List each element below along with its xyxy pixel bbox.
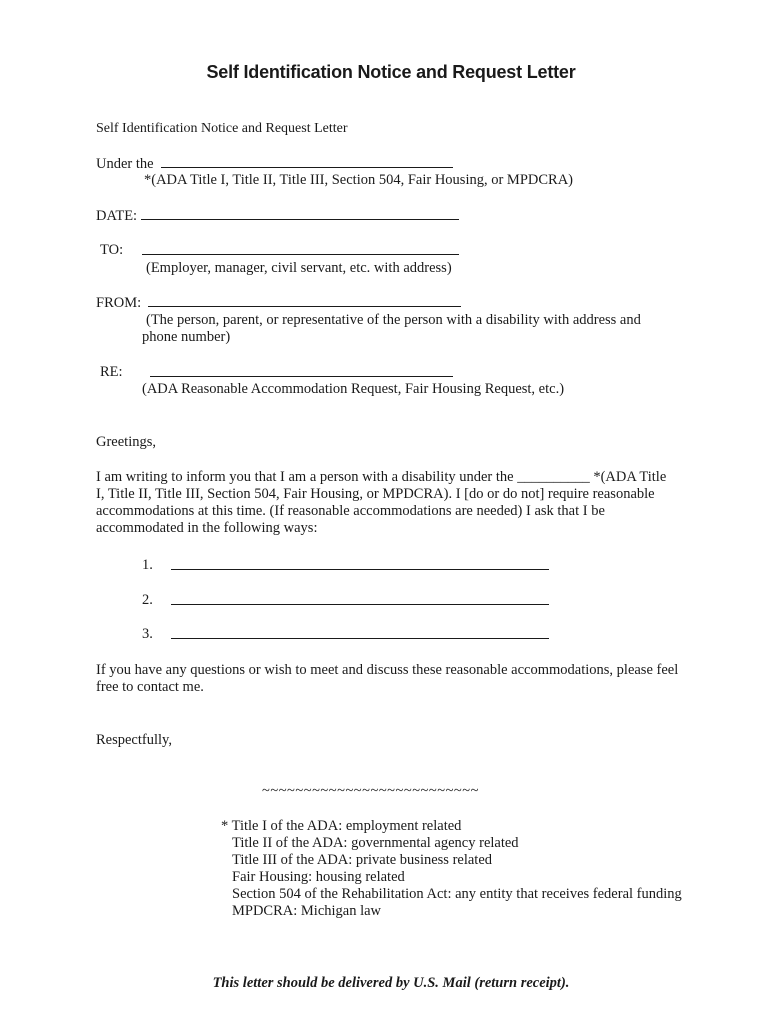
- date-label: DATE:: [96, 208, 138, 224]
- from-label: FROM:: [96, 295, 142, 311]
- body-line-4: accommodated in the following ways:: [96, 520, 318, 536]
- re-blank[interactable]: [150, 364, 453, 377]
- body-line-2: I, Title II, Title III, Section 504, Fair Housing, or MPDCRA). I [do or do not] require reasonable: [96, 486, 655, 502]
- closing-line-2: free to contact me.: [96, 679, 204, 695]
- date-blank[interactable]: [141, 207, 459, 220]
- to-label: TO:: [100, 242, 124, 258]
- list-item-3-number: 3.: [142, 626, 153, 642]
- to-blank[interactable]: [142, 242, 459, 255]
- under-the-row: [96, 155, 453, 173]
- footnote-title-ii: Title II of the ADA: governmental agency related: [232, 835, 519, 851]
- to-row: [142, 242, 459, 260]
- list-item-2-number: 2.: [142, 592, 153, 608]
- greeting: Greetings,: [96, 434, 156, 450]
- list-item-1-number: 1.: [142, 557, 153, 573]
- from-blank[interactable]: [148, 294, 461, 307]
- to-note: (Employer, manager, civil servant, etc. with address): [146, 260, 452, 276]
- letter-subtitle: Self Identification Notice and Request Letter: [96, 121, 348, 136]
- re-label: RE:: [100, 364, 123, 380]
- body-line-3: accommodations at this time. (If reasonable accommodations are needed) I ask that I be: [96, 503, 605, 519]
- signoff: Respectfully,: [96, 732, 172, 748]
- re-note: (ADA Reasonable Accommodation Request, Fair Housing Request, etc.): [142, 381, 565, 397]
- list-item-2: [171, 592, 549, 610]
- closing-line-1: If you have any questions or wish to meet and discuss these reasonable accommodations, please feel: [96, 662, 679, 678]
- under-the-label: Under the: [96, 156, 154, 172]
- list-item-1-blank[interactable]: [171, 557, 549, 570]
- date-row: [96, 207, 459, 225]
- separator: ~~~~~~~~~~~~~~~~~~~~~~~~~~: [262, 783, 479, 799]
- under-the-note: *(ADA Title I, Title II, Title III, Section 504, Fair Housing, or MPDCRA): [144, 172, 574, 188]
- from-note-line2: phone number): [142, 329, 231, 345]
- page-title: Self Identification Notice and Request Letter: [206, 62, 576, 82]
- body-line-1: I am writing to inform you that I am a person with a disability under the __________ *(ADA Title: [96, 469, 667, 485]
- list-item-1: [171, 557, 549, 575]
- from-row: [96, 294, 461, 312]
- list-item-3: [171, 626, 549, 644]
- delivery-note: This letter should be delivered by U.S. Mail (return receipt).: [212, 975, 570, 991]
- list-item-2-blank[interactable]: [171, 592, 549, 605]
- footnote-section-504: Section 504 of the Rehabilitation Act: any entity that receives federal funding: [232, 886, 682, 902]
- footnote-title-i: * Title I of the ADA: employment related: [221, 818, 462, 834]
- footnote-mpdcra: MPDCRA: Michigan law: [232, 903, 382, 919]
- from-note-line1: (The person, parent, or representative of the person with a disability with address and: [146, 312, 641, 328]
- footnote-title-iii: Title III of the ADA: private business related: [232, 852, 493, 868]
- footnote-fair-housing: Fair Housing: housing related: [232, 869, 405, 885]
- re-row: [150, 364, 453, 382]
- list-item-3-blank[interactable]: [171, 626, 549, 639]
- under-the-blank[interactable]: [161, 155, 453, 168]
